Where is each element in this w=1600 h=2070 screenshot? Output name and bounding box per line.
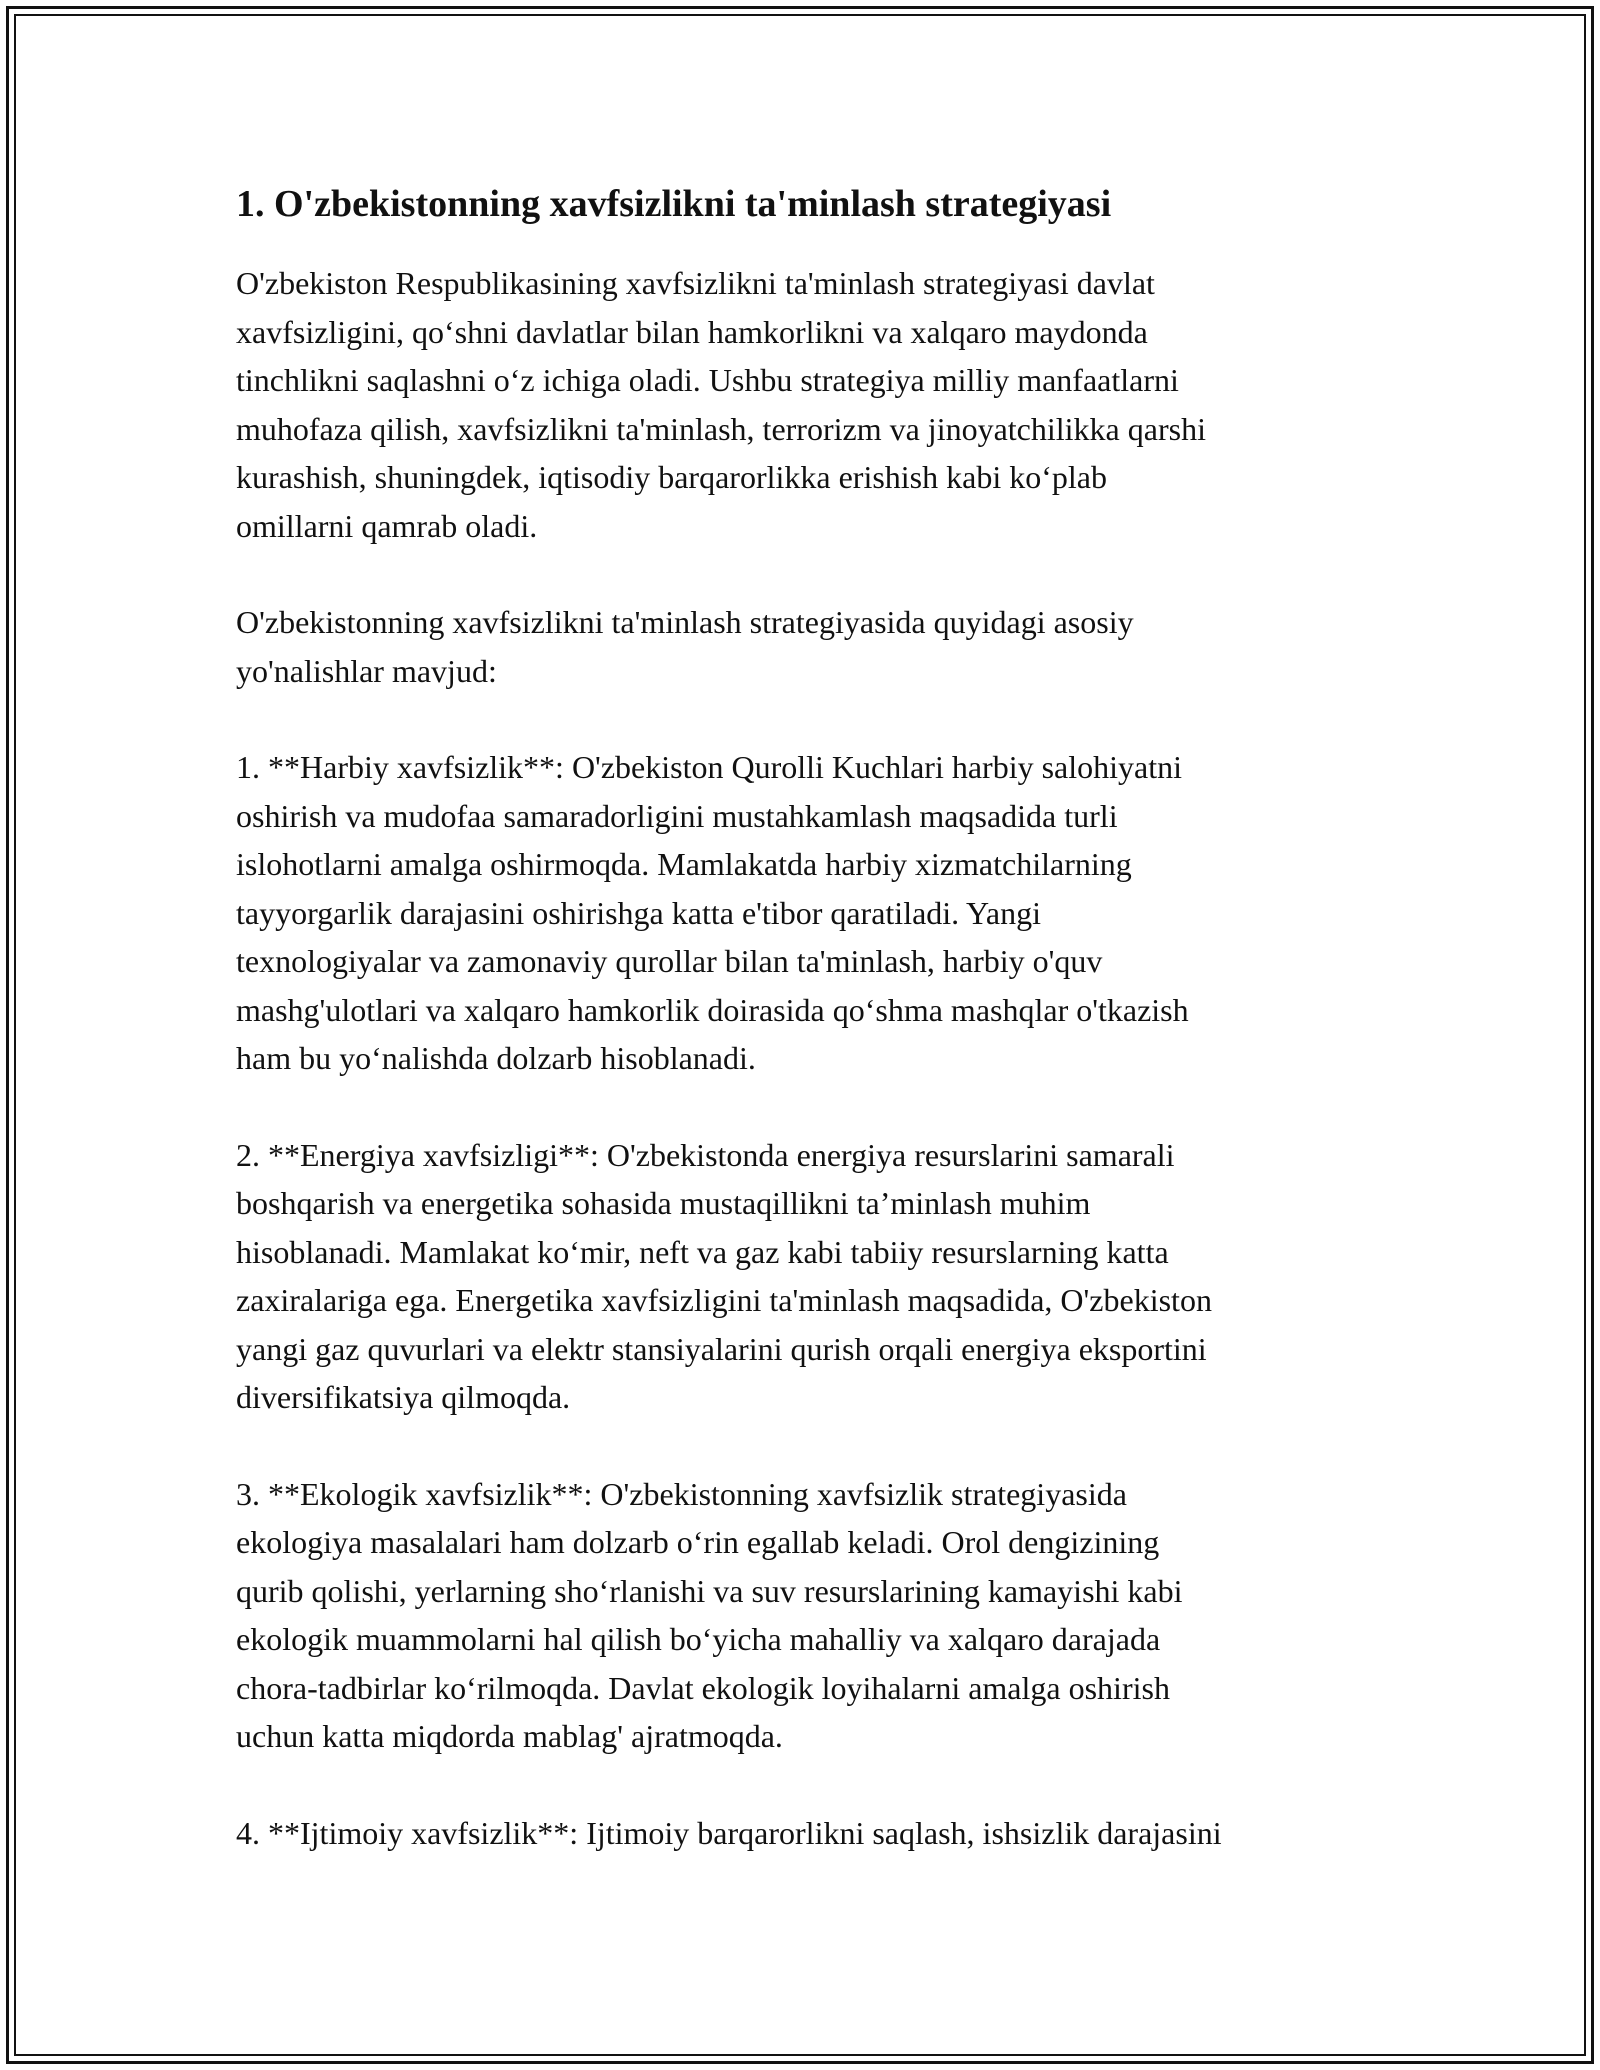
paragraph-intro: O'zbekiston Respublikasining xavfsizlikni ta'minlash strategiyasi davlat xavfsizligini, qo‘shni davlatlar bilan hamkorlikni va xalqaro maydonda tinchlikni saqlashni o‘z ichiga oladi. Ushbu strategiya milliy manfaatlarni muhofaza qilish, xavfsizlikni ta'minlash, terrorizm va jinoyatchilikka qarshi kurashish, shuningdek, iqtisodiy barqarorlikka erishish kabi ko‘plab omillarni qamrab oladi.	[236, 265, 1206, 544]
paragraph-military-security: 1. **Harbiy xavfsizlik**: O'zbekiston Qurolli Kuchlari harbiy salohiyatni oshirish va mudofaa samaradorligini mustahkamlash maqsadida turli islohotlarni amalga oshirmoqda. Mamlakatda harbiy xizmatchilarning tayyorgarlik darajasini oshirishga katta e'tibor qaratiladi. Yangi texnologiyalar va zamonaviy qurollar bilan ta'minlash, harbiy o'quv mashg'ulotlari va xalqaro hamkorlik doirasida qo‘shma mashqlar o'tkazish ham bu yo‘nalishda dolzarb hisoblanadi.	[236, 749, 1189, 1077]
paragraph-social-security: 4. **Ijtimoiy xavfsizlik**: Ijtimoiy barqarorlikni saqlash, ishsizlik darajasini	[236, 1814, 1222, 1851]
paragraph-directions: O'zbekistonning xavfsizlikni ta'minlash strategiyasida quyidagi asosiy yo'nalishlar mavjud:	[236, 604, 1134, 689]
section-heading: 1. O'zbekistonning xavfsizlikni ta'minlash strategiyasi	[236, 183, 1112, 225]
paragraph-ecological-security: 3. **Ekologik xavfsizlik**: O'zbekistonning xavfsizlik strategiyasida ekologiya masalalari ham dolzarb o‘rin egallab keladi. Orol dengizining qurib qolishi, yerlarning sho‘rlanishi va suv resurslarining kamayishi kabi ekologik muammolarni hal qilish bo‘yicha mahalliy va xalqaro darajada chora-tadbirlar ko‘rilmoqda. Davlat ekologik loyihalarni amalga oshirish uchun katta miqdorda mablag' ajratmoqda.	[236, 1475, 1183, 1755]
document-body	[236, 180, 1386, 1857]
paragraph-energy-security: 2. **Energiya xavfsizligi**: O'zbekistonda energiya resurslarini samarali boshqarish va energetika sohasida mustaqillikni ta’minlash muhim hisoblanadi. Mamlakat ko‘mir, neft va gaz kabi tabiiy resurslarning katta zaxiralariga ega. Energetika xavfsizligini ta'minlash maqsadida, O'zbekiston yangi gaz quvurlari va elektr stansiyalarini qurish orqali energiya eksportini diversifikatsiya qilmoqda.	[236, 1136, 1212, 1416]
